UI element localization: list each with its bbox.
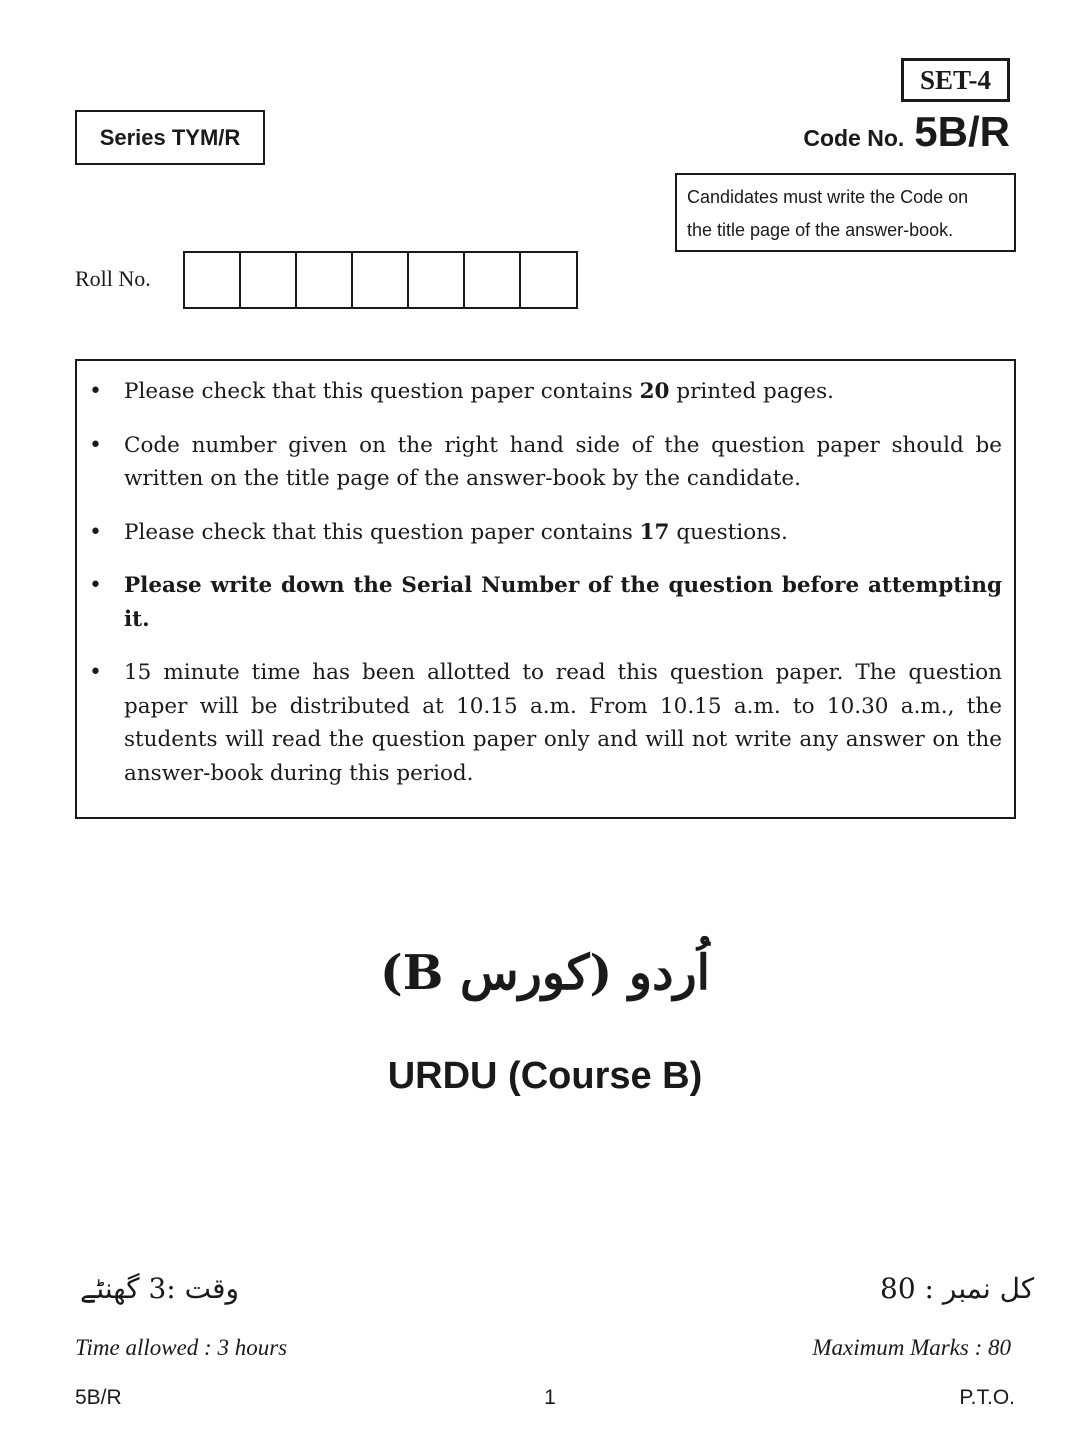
instruction-item bbox=[89, 429, 1002, 496]
instruction-item bbox=[89, 375, 1002, 409]
roll-number-boxes[interactable] bbox=[183, 251, 578, 309]
roll-number-label: Roll No. bbox=[75, 266, 151, 291]
urdu-title: اُردو (کورس B) bbox=[380, 945, 710, 1001]
pto-label: P.T.O. bbox=[959, 1386, 1015, 1409]
bullet-icon: • bbox=[89, 660, 102, 685]
instruction-item bbox=[89, 569, 1002, 636]
bullet-icon: • bbox=[89, 379, 102, 404]
candidate-note-line: the title page of the answer-book. bbox=[687, 220, 954, 240]
roll-number-cell[interactable] bbox=[297, 253, 353, 307]
bullet-icon: • bbox=[89, 519, 102, 545]
candidate-note-line: Candidates must write the Code on bbox=[687, 187, 969, 207]
instruction-text: Code number given on the right hand side of the question paper should be written on the title page of the answer-book by the candidate. bbox=[124, 432, 1002, 491]
code-value: 5B/R bbox=[914, 108, 1010, 155]
roll-number-cell[interactable] bbox=[521, 253, 576, 307]
urdu-max-marks: کل نمبر : 80 bbox=[880, 1272, 1035, 1305]
instruction-item bbox=[89, 516, 1002, 550]
roll-number-cell[interactable] bbox=[465, 253, 521, 307]
instruction-text: Please check that this question paper contains 20 printed pages. bbox=[124, 379, 834, 404]
series-label: Series TYM/R bbox=[75, 110, 265, 165]
time-allowed: Time allowed : 3 hours bbox=[75, 1335, 288, 1360]
instruction-text: 15 minute time has been allotted to read this question paper. The question paper will be distributed at 10.15 a.m. From 10.15 a.m. to 10.30 a.m., the students will read the question paper only and will not write any answer on the answer-book during this period. bbox=[124, 660, 1002, 786]
bullet-icon: • bbox=[89, 573, 102, 598]
set-label: SET-4 bbox=[901, 58, 1010, 102]
instruction-text: Please check that this question paper contains 17 questions. bbox=[124, 519, 788, 545]
page-number: 1 bbox=[544, 1386, 556, 1409]
roll-number-cell[interactable] bbox=[185, 253, 241, 307]
roll-number-cell[interactable] bbox=[241, 253, 297, 307]
code-number bbox=[760, 108, 1010, 158]
roll-number-cell[interactable] bbox=[409, 253, 465, 307]
candidate-note-box bbox=[675, 173, 1016, 252]
urdu-time-allowed: وقت :3 گھنٹے bbox=[80, 1272, 240, 1305]
roll-number-cell[interactable] bbox=[353, 253, 409, 307]
code-label: Code No. bbox=[803, 125, 905, 151]
bullet-icon: • bbox=[89, 432, 102, 458]
instruction-item bbox=[89, 656, 1002, 790]
english-title: URDU (Course B) bbox=[387, 1055, 703, 1097]
footer-code: 5B/R bbox=[75, 1386, 122, 1409]
maximum-marks: Maximum Marks : 80 bbox=[812, 1335, 1011, 1360]
instructions-box bbox=[75, 359, 1016, 819]
instruction-text: Please write down the Serial Number of the question before attempting it. bbox=[124, 573, 1002, 632]
